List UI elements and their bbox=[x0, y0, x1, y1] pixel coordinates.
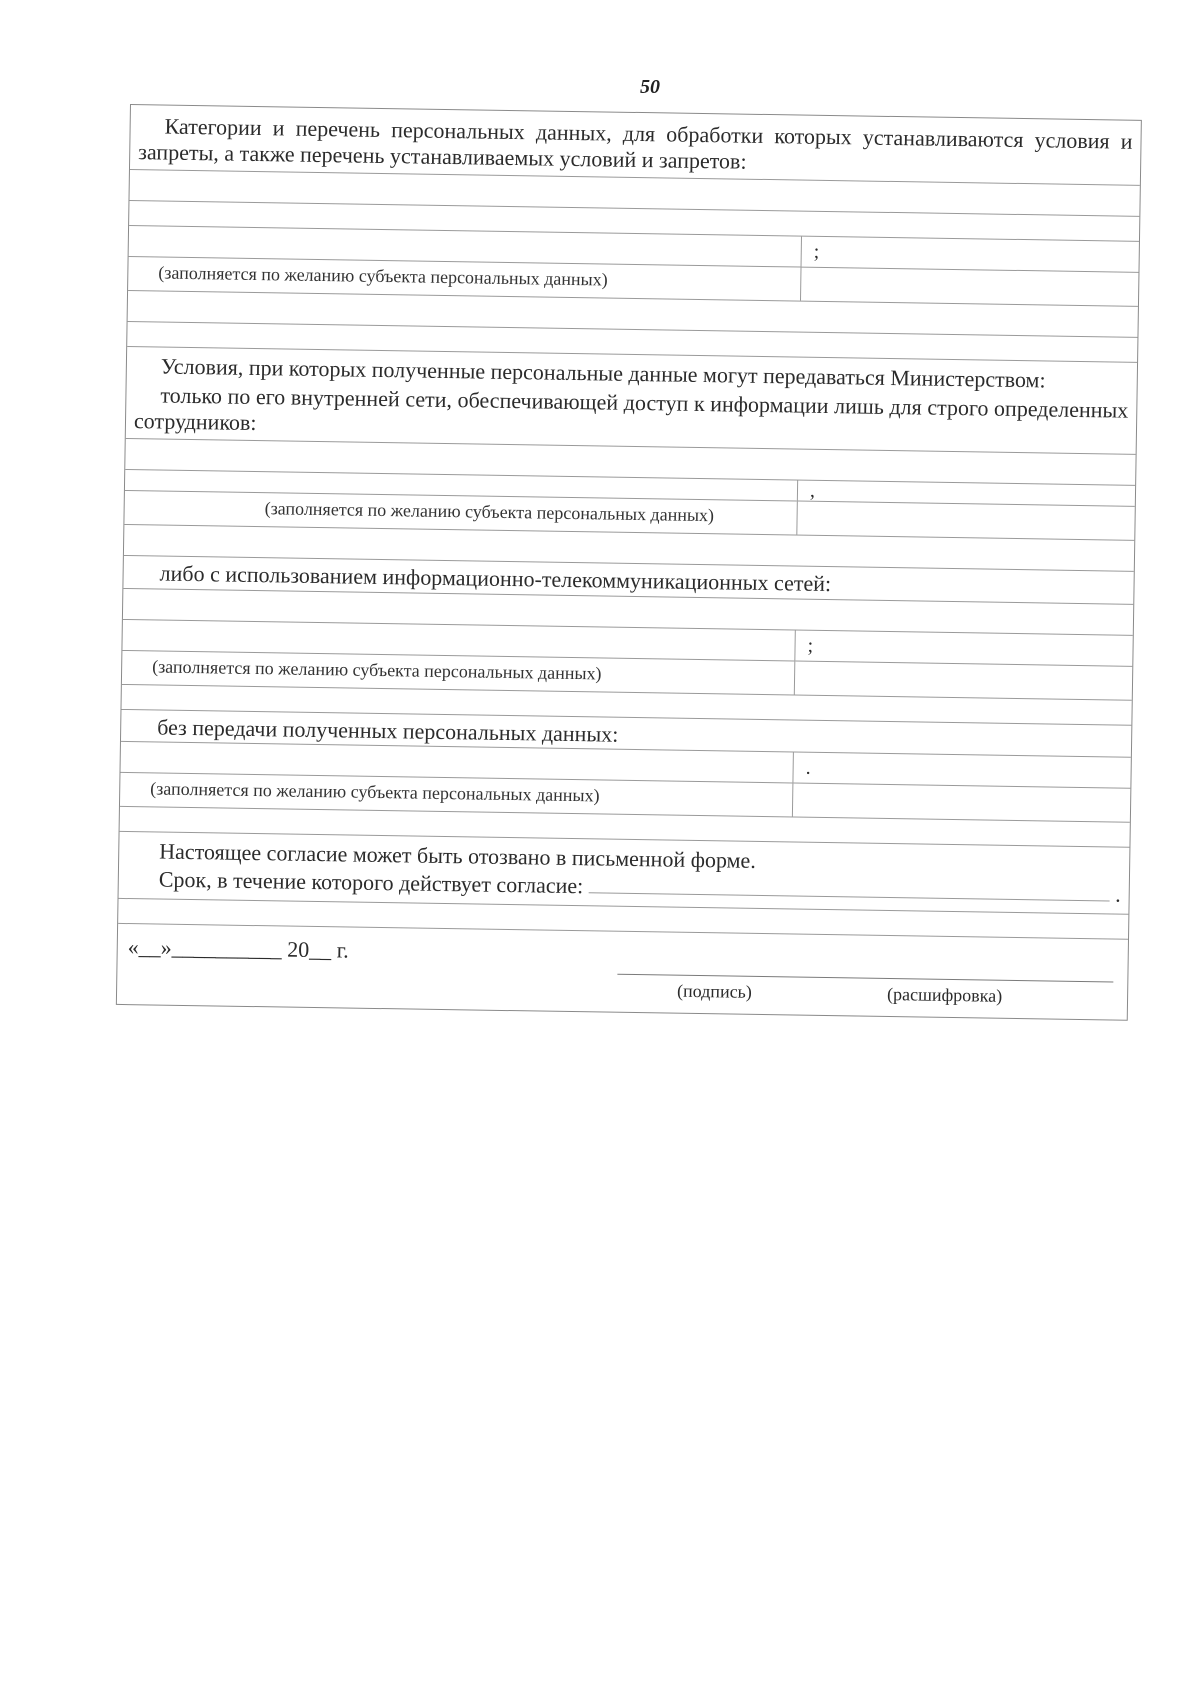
fill-cell[interactable] bbox=[795, 660, 1132, 699]
telecom-networks-text: либо с использованием информационно-телекоммуникационных сетей: bbox=[123, 555, 1133, 604]
punctuation-mark: ; bbox=[813, 240, 820, 263]
punctuation-mark: . bbox=[805, 757, 811, 780]
fill-cell[interactable] bbox=[120, 742, 794, 816]
fill-cell[interactable] bbox=[797, 501, 1134, 540]
fill-cell[interactable] bbox=[128, 226, 802, 300]
fill-cell[interactable] bbox=[801, 266, 1138, 305]
fill-hint: (заполняется по желанию субъекта персональных данных) bbox=[120, 772, 792, 816]
fill-cell[interactable] bbox=[124, 470, 798, 534]
punctuation-mark: , bbox=[809, 480, 816, 503]
consent-form bbox=[116, 104, 1142, 1021]
validity-term-field[interactable] bbox=[589, 892, 1109, 901]
validity-term-label: Срок, в течение которого действует согласие: bbox=[158, 866, 584, 899]
internal-network-text: только по его внутренней сети, обеспечивающей доступ к информации лишь для строго определенных сотрудников: bbox=[133, 382, 1129, 436]
fill-hint: (заполняется по желанию субъекта персональных данных) bbox=[128, 256, 800, 300]
punctuation-mark: . bbox=[1115, 881, 1121, 907]
fill-cell[interactable] bbox=[793, 783, 1130, 822]
signature-caption: (подпись) bbox=[676, 980, 753, 1002]
fill-hint: (заполняется по желанию субъекта персональных данных) bbox=[124, 490, 796, 534]
page-number: 50 bbox=[640, 76, 660, 98]
date-field[interactable]: «__»__________ 20__ г. bbox=[127, 934, 349, 963]
fill-hint: (заполняется по желанию субъекта персональных данных) bbox=[122, 650, 794, 694]
decoding-caption: (расшифровка) bbox=[886, 983, 1003, 1006]
no-transfer-text: без передачи полученных персональных данных: bbox=[121, 708, 1131, 757]
conditions-text: Условия, при которых полученные персональные данные могут передаваться Министерством: bbox=[127, 345, 1137, 398]
fill-cell[interactable] bbox=[122, 620, 796, 694]
punctuation-mark: ; bbox=[807, 634, 814, 657]
signature-row bbox=[117, 923, 1128, 1020]
revocation-text: Настоящее согласие может быть отозвано в письменной форме. bbox=[159, 838, 757, 873]
categories-text: Категории и перечень персональных данных, для обработки которых устанавливаются условия и запреты, а также перечень устанавливаемых условий и запретов: bbox=[138, 113, 1133, 174]
